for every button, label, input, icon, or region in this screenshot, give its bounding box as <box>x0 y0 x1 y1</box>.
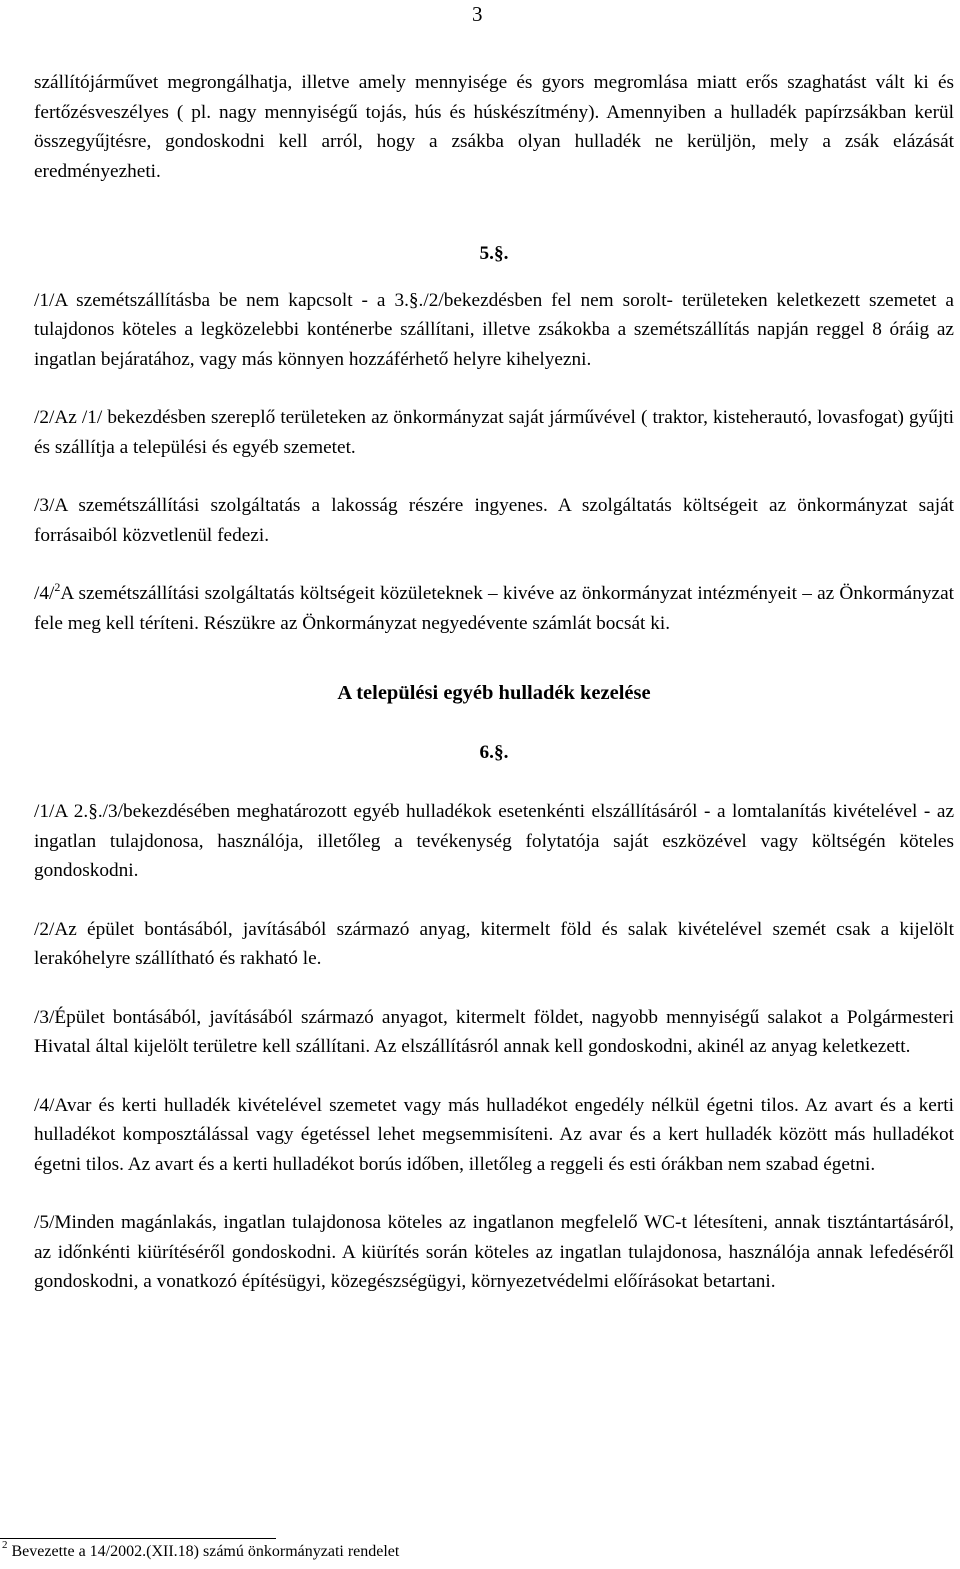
section-5-number: 5.§. <box>479 243 509 264</box>
section-5-paragraph-2: /2/Az /1/ bekezdésben szereplő területeken az önkormányzat saját járművével ( traktor, kisteherautó, lovasfogat) gyűjti és szállítja a települési és egyéb szemetet. <box>34 407 954 458</box>
section-6-paragraph-5: /5/Minden magánlakás, ingatlan tulajdonosa köteles az ingatlanon megfelelő WC-t létesíteni, annak tisztántartásáról, az időnkénti kiürítéséről gondoskodni. A kiürítés során köteles az ingatlan tulajdonosa, használója annak lefedéséről gondoskodni, a vonatkozó építésügyi, közegészségügyi, környezetvédelmi előírásokat betartani. <box>34 1212 954 1292</box>
page-number: 3 <box>472 2 483 26</box>
footnote <box>2 1538 400 1562</box>
section-6-paragraph-3: /3/Épület bontásából, javításából származó anyagot, kitermelt földet, nagyobb mennyiségű salakot a Polgármesteri Hivatal által kijelölt területre kell szállítani. Az elszállításról annak kell gondoskodni, akinél az anyag keletkezett. <box>34 1006 954 1057</box>
paragraph-4-prefix: /4/ <box>34 583 55 604</box>
paragraph-4-text: A szemétszállítási szolgáltatás költségeit közületeknek – kivéve az önkormányzat intézményeit – az Önkormányzat fele meg kell téríteni. Részükre az Önkormányzat negyedévente számlát bocsát ki. <box>34 583 954 634</box>
footnote-mark: 2 <box>2 1538 8 1551</box>
section-5-paragraph-3: /3/A szemétszállítási szolgáltatás a lakosság részére ingyenes. A szolgáltatás költségeit az önkormányzat saját forrásaiból közvetlenül fedezi. <box>34 495 954 546</box>
footnote-text: Bevezette a 14/2002.(XII.18) számú önkormányzati rendelet <box>7 1543 400 1560</box>
section-heading: A települési egyéb hulladék kezelése <box>337 682 651 704</box>
footnote-divider <box>0 1538 276 1539</box>
section-6-number: 6.§. <box>479 741 509 763</box>
document-body <box>34 68 954 1297</box>
footnote-reference: 2 <box>54 579 61 594</box>
intro-paragraph: szállítójárművet megrongálhatja, illetve amely mennyisége és gyors megromlása miatt erős szaghatást vált ki és fertőzésveszélyes ( pl. nagy mennyiségű tojás, hús és húskészítmény). Amennyiben a hulladék papírzsákban kerül összegyűjtésre, gondoskodni kell arról, hogy a zsákba olyan hulladék ne kerüljön, mely a zsák elázását eredményezheti. <box>34 72 954 182</box>
section-6-paragraph-4: /4/Avar és kerti hulladék kivételével szemetet vagy más hulladékot engedély nélkül égetni tilos. Az avart és a kerti hulladékot komposztálással vagy égetéssel lehet megsemmisíteni. Az avar és a kert hulladék között más hulladékot égetni tilos. Az avart és a kerti hulladékot borús időben, illetőleg a reggeli és esti órákban nem szabad égetni. <box>34 1094 954 1175</box>
section-5-paragraph-1: /1/A szemétszállításba be nem kapcsolt - a 3.§./2/bekezdésben fel nem sorolt- területeken keletkezett szemetet a tulajdonos köteles a legközelebbi konténerbe szállítani, illetve zsákokba a szemétszállítás napján reggel 8 óráig az ingatlan bejáratához, vagy más könnyen hozzáférhető helyre kihelyezni. <box>34 289 954 370</box>
section-5-paragraph-4 <box>34 579 954 638</box>
section-6-paragraph-2: /2/Az épület bontásából, javításából származó anyag, kitermelt föld és salak kivételével szemét csak a kijelölt lerakóhelyre szállítható és rakható le. <box>34 918 954 969</box>
section-6-paragraph-1: /1/A 2.§./3/bekezdésében meghatározott egyéb hulladékok esetenkénti elszállításáról - a lomtalanítás kivételével - az ingatlan tulajdonosa, használója, illetőleg a tevékenység folytatója saját eszközével vagy költségén köteles gondoskodni. <box>34 801 954 881</box>
